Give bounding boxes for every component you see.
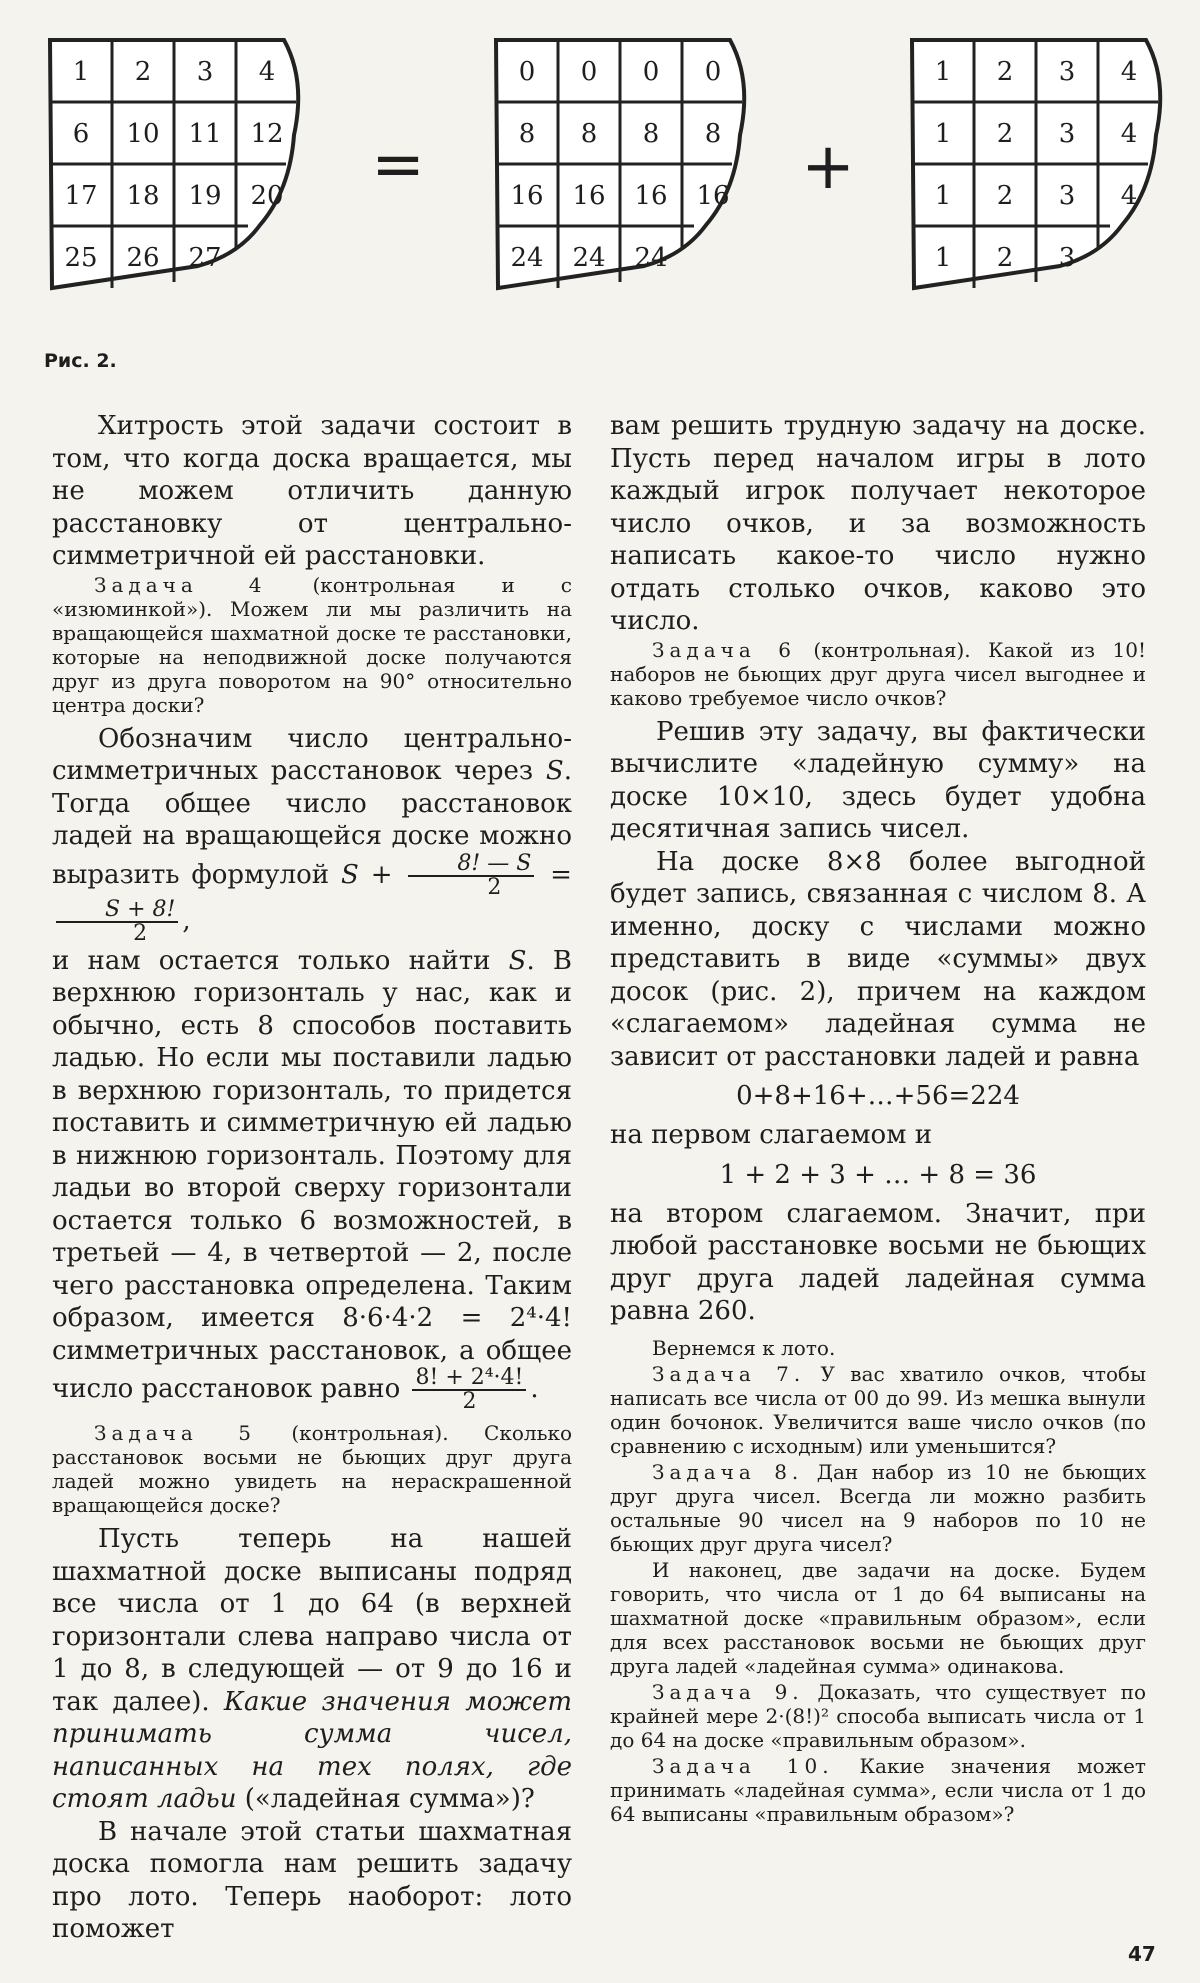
board-cell-number: 3 — [1058, 181, 1076, 211]
problem-6-text: (контрольная). Какой из 10! наборов не бьющих друг друга чисел выгоднее и каково требуемое число очков? — [610, 637, 1146, 710]
equation-2: 1 + 2 + 3 + … + 8 = 36 — [719, 1159, 1037, 1190]
math-var: S — [340, 859, 359, 890]
board-cell-number: 24 — [510, 243, 544, 273]
left-column — [52, 410, 572, 1946]
board-cell-number: 11 — [188, 119, 222, 149]
board-cell-number: 19 — [188, 181, 222, 211]
text-run: . — [530, 1374, 539, 1404]
problem-8-label: Задача 8. — [652, 1459, 804, 1484]
small-text-2: И наконец, две задачи на доске. Будем говорить, что числа от 1 до 64 выписаны на шахматной доске «правильным образом», если для всех расстановок восьми не бьющих друг друга ладей «ладейная сумма» одинакова. — [610, 1557, 1146, 1678]
right-paragraph-4: на первом слагаемом и — [610, 1120, 933, 1150]
text-run: , — [182, 905, 191, 936]
board-cell-number: 16 — [572, 181, 606, 211]
board-cell-number: 1 — [934, 243, 952, 273]
problem-5-text: (контрольная). Сколько расстановок восьми не бьющих друг друга ладей можно увидеть на нераскрашенной вращающейся доске? — [52, 1421, 572, 1517]
board-cell-number: 3 — [196, 57, 214, 87]
fraction-denominator: 2 — [462, 1389, 477, 1414]
board-cell-number: 0 — [518, 57, 536, 87]
equals-sign: = — [371, 128, 425, 202]
problem-6-label: Задача 6 — [652, 637, 796, 662]
problem-9 — [610, 1680, 1146, 1752]
math-var: S — [508, 945, 527, 976]
equation-1: 0+8+16+…+56=224 — [736, 1081, 1020, 1111]
problem-8 — [610, 1460, 1146, 1556]
problem-7-label: Задача 7. — [652, 1361, 806, 1386]
board-cell-number: 24 — [634, 243, 668, 273]
right-paragraph-2: Решив эту задачу, вы фактически вычислите «ладейную сумму» на доске 10×10, здесь будет удобна десятичная запись чисел. — [610, 716, 1146, 844]
board-cell-number: 0 — [580, 57, 598, 87]
board-cell-number: 16 — [696, 181, 730, 211]
board-cell-number: 3 — [1058, 243, 1076, 273]
problem-10 — [610, 1754, 1146, 1826]
board-cell-number: 8 — [704, 119, 722, 149]
board-cell-number: 0 — [704, 57, 722, 87]
problem-9-label: Задача 9. — [652, 1679, 804, 1704]
board-cell-number: 0 — [642, 57, 660, 87]
fraction-numerator: 8! — S — [408, 853, 534, 877]
board-cell-number: 26 — [126, 243, 160, 273]
board-cell-number: 25 — [64, 243, 98, 273]
left-paragraph-1: Хитрость этой задачи состоит в том, что когда доска вращается, мы не можем отличить данную расстановку от центрально-симметричной ей расстановки. — [52, 411, 572, 571]
problem-6 — [610, 638, 1146, 710]
fraction-denominator: 2 — [487, 874, 502, 900]
problem-4 — [52, 573, 572, 717]
problem-9-text: Доказать, что существует по крайней мере 2·(8!)² способа выписать числа от 1 до 64 на доске «правильным образом». — [610, 1679, 1146, 1752]
fraction-numerator: 8! + 2⁴·4! — [412, 1367, 526, 1391]
fraction-denominator: 2 — [133, 920, 148, 946]
math-var: S — [545, 756, 564, 786]
board-cell-number: 16 — [510, 181, 544, 211]
text-run: . В верхнюю горизонталь у нас, как и обычно, есть 8 способов поставить ладью. Но если мы поставили ладью в верхнюю горизонталь, то придется поставить и симметричную ей ладью в нижнюю горизонталь. Поэтому для ладьи во второй сверху горизонтали остается только 6 возможностей, в третьей — 4, в четвертой — 2, после чего расстановка определена. Таким образом, имеется 8·6·4·2 = 2⁴·4! симметричных расстановок, а общее число расстановок равно — [52, 945, 572, 1404]
board-cell-number: 1 — [72, 57, 90, 87]
text-run: и нам остается только найти — [52, 945, 509, 976]
board-cell-number: 4 — [1120, 119, 1138, 149]
math-op: = — [538, 859, 572, 890]
figure-caption: Рис. 2. — [44, 350, 117, 372]
text-run: Пусть теперь на нашей шахматной доске выписаны подряд все числа от 1 до 64 (в верхней горизонтали слева направо числа от 1 до 8, в следующей — от 9 до 16 и так далее). — [52, 1524, 572, 1717]
problem-5-label: Задача 5 — [94, 1421, 256, 1445]
board-cell-number: 17 — [64, 181, 98, 211]
problem-10-text: Какие значения может принимать «ладейная сумма», если числа от 1 до 64 выписаны «правильным образом»? — [610, 1753, 1146, 1826]
board-original — [50, 40, 298, 288]
board-cell-number: 20 — [250, 181, 284, 211]
board-cell-number: 27 — [188, 243, 222, 273]
board-cell-number: 1 — [934, 57, 952, 87]
left-paragraph-4 — [52, 1523, 572, 1816]
board-cell-number: 8 — [642, 119, 660, 149]
problem-4-label: Задача 4 — [94, 572, 267, 597]
small-text-1: Вернемся к лото. — [652, 1335, 836, 1360]
math-op: + — [358, 859, 405, 890]
board-cell-number: 2 — [996, 181, 1014, 211]
board-cell-number: 1 — [934, 181, 952, 211]
problem-7-text: У вас хватило очков, чтобы написать все числа от 00 до 99. Из мешка вынули один бочонок. Увеличится ваше число очков (по сравнению с исходным) или уменьшится? — [610, 1361, 1146, 1458]
fraction-3 — [412, 1367, 526, 1413]
board-cell-number: 24 — [572, 243, 606, 273]
board-cell-number: 3 — [1058, 119, 1076, 149]
board-cell-number: 2 — [996, 119, 1014, 149]
fraction-1 — [408, 850, 534, 900]
board-cell-number: 4 — [258, 57, 276, 87]
problem-7 — [610, 1362, 1146, 1458]
figure-boards — [0, 0, 1200, 340]
problem-8-text: Дан набор из 10 не бьющих друг друга чисел. Всегда ли можно разбить остальные 90 чисел на 9 наборов по 10 не бьющих друг друга чисел? — [610, 1459, 1146, 1556]
page-number: 47 — [1128, 1942, 1156, 1966]
right-paragraph-1: вам решить трудную задачу на доске. Пусть перед началом игры в лото каждый игрок получает некоторое число очков, и за возможность написать какое-то число нужно отдать столько очков, каково это число. — [610, 411, 1146, 636]
board-cell-number: 16 — [634, 181, 668, 211]
text-run: («ладейная сумма»)? — [236, 1784, 535, 1814]
text-run: Обозначим число центрально-симметричных расстановок через — [52, 723, 572, 786]
board-cell-number: 6 — [72, 119, 90, 149]
board-cell-number: 8 — [580, 119, 598, 149]
text-run: . Тогда общее число расстановок ладей на вращающейся доске можно выразить формулой — [52, 756, 572, 890]
problem-5 — [52, 1421, 572, 1517]
board-cell-number: 18 — [126, 181, 160, 211]
board-cell-number: 12 — [250, 119, 284, 149]
fraction-numerator: S + 8! — [56, 899, 178, 923]
plus-sign: + — [801, 130, 855, 204]
board-cell-number: 1 — [934, 119, 952, 149]
board-cell-number: 4 — [1120, 57, 1138, 87]
board-cell-number: 10 — [126, 119, 160, 149]
board-cell-number: 2 — [134, 57, 152, 87]
board-cell-number: 3 — [1058, 57, 1076, 87]
left-paragraph-3 — [52, 945, 572, 1414]
board-cell-number: 8 — [518, 119, 536, 149]
problem-10-label: Задача 10. — [652, 1753, 834, 1778]
board-cell-number: 4 — [1120, 181, 1138, 211]
left-paragraph-2 — [52, 723, 572, 945]
right-column — [610, 410, 1146, 1828]
left-paragraph-5: В начале этой статьи шахматная доска помогла нам решить задачу про лото. Теперь наоборот: лото поможет — [52, 1816, 572, 1944]
fraction-2 — [56, 896, 178, 946]
board-first-addend — [496, 40, 744, 288]
right-paragraph-5: на втором слагаемом. Значит, при любой расстановке восьми не бьющих друг друга ладей ладейная сумма равна 260. — [610, 1198, 1146, 1326]
problem-4-text: (контрольная и с «изюминкой»). Можем ли мы различить на вращающейся шахматной доске те расстановки, которые на неподвижной доске получаются друг из друга поворотом на 90° относительно центра доски? — [52, 572, 572, 717]
board-cell-number: 2 — [996, 243, 1014, 273]
right-paragraph-3: На доске 8×8 более выгодной будет запись, связанная с числом 8. А именно, доску с числами можно представить в виде «суммы» двух досок (рис. 2), причем на каждом «слагаемом» ладейная сумма не зависит от расстановки ладей и равна — [610, 846, 1146, 1072]
board-cell-number: 2 — [996, 57, 1014, 87]
board-second-addend — [912, 40, 1160, 288]
italic-question: Какие значения может принимать сумма чисел, написанных на тех полях, где стоят ладьи — [52, 1686, 572, 1814]
